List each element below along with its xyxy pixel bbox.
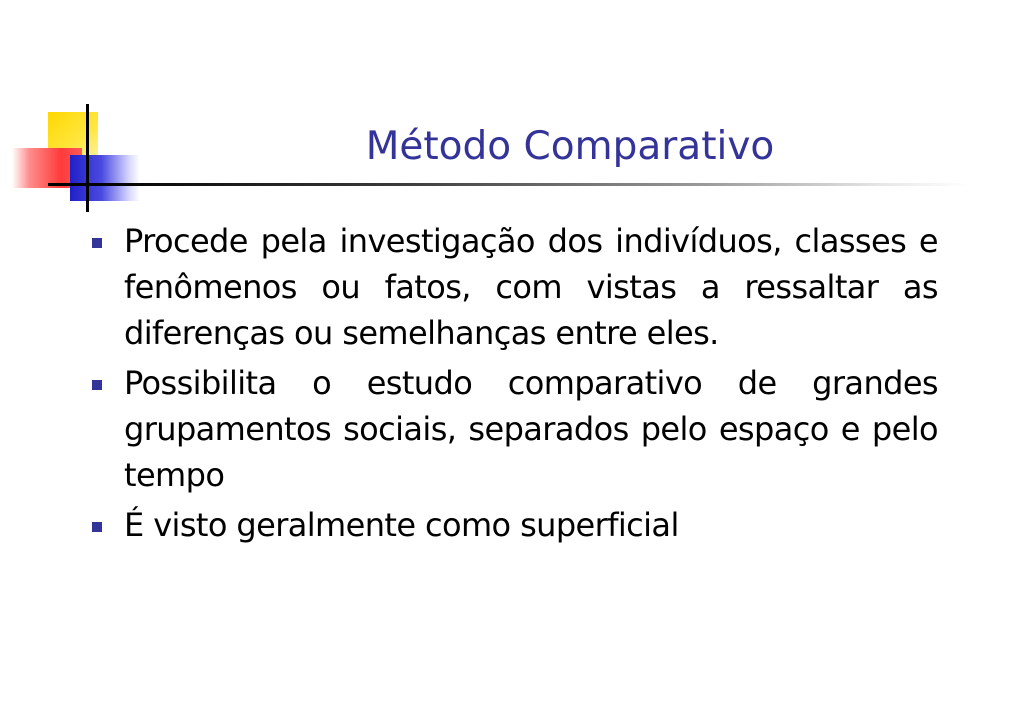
bullet-text: Procede pela investigação dos indivíduos, classes e fenômenos ou fatos, com vistas a ressaltar as diferenças ou semelhanças entre eles. [124, 222, 938, 352]
slide-title: Método Comparativo [365, 124, 775, 169]
bullet-text: Possibilita o estudo comparativo de grandes grupamentos sociais, separados pelo espaço e pelo tempo [124, 364, 938, 494]
square-bullet-icon [92, 522, 102, 532]
square-bullet-icon [92, 238, 102, 248]
bullet-text: É visto geralmente como superficial [124, 506, 679, 544]
blue-square-decoration [70, 155, 140, 201]
list-item [88, 218, 938, 356]
title-divider [88, 183, 968, 186]
list-item [88, 502, 938, 548]
bullet-list [88, 218, 938, 552]
color-squares-logo [10, 100, 150, 215]
square-bullet-icon [92, 380, 102, 390]
logo-vertical-line [86, 104, 89, 212]
list-item [88, 360, 938, 498]
